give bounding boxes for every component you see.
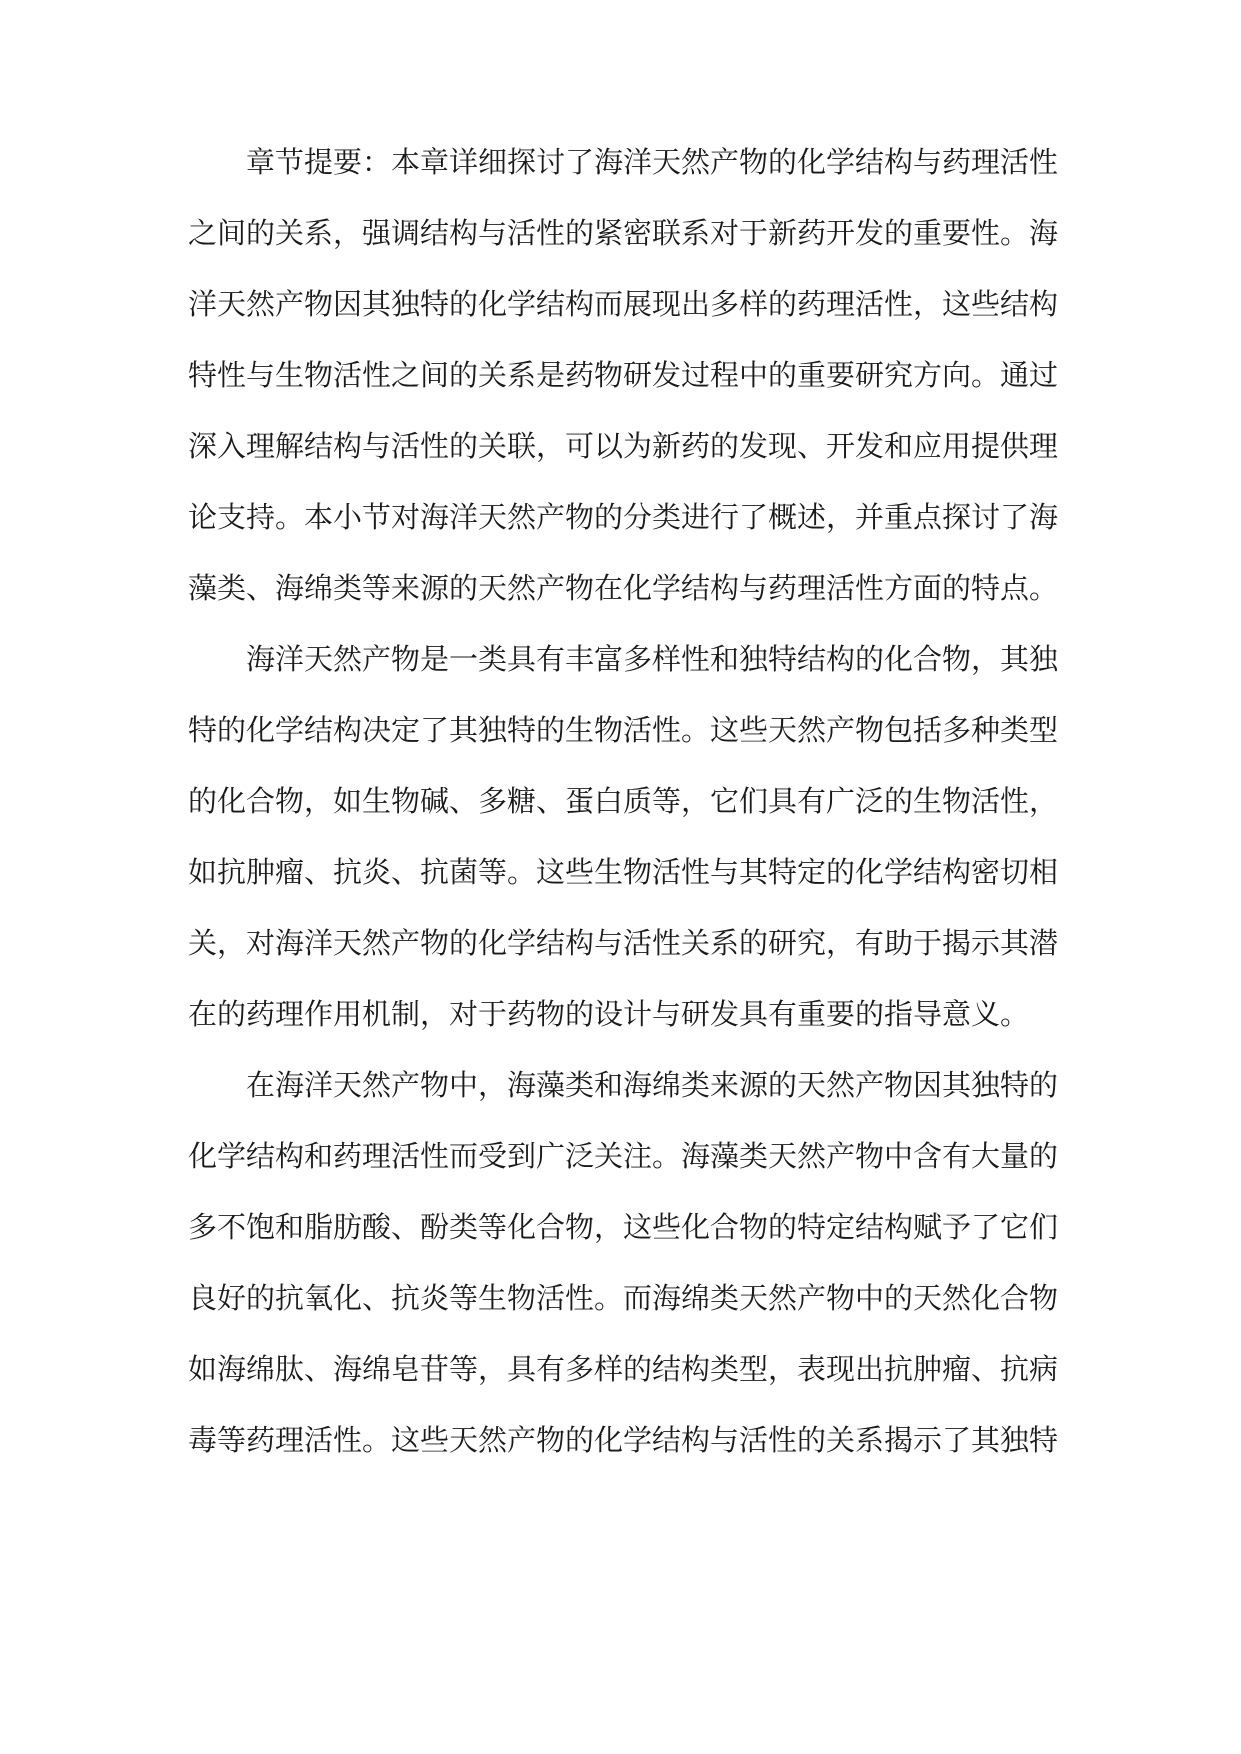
text-line: 毒等药理活性。这些天然产物的化学结构与活性的关系揭示了其独特 xyxy=(188,1423,1059,1457)
text-line: 深入理解结构与活性的关联，可以为新药的发现、开发和应用提供理 xyxy=(188,429,1059,463)
text-line: 特的化学结构决定了其独特的生物活性。这些天然产物包括多种类型 xyxy=(188,713,1059,747)
text-line: 论支持。本小节对海洋天然产物的分类进行了概述，并重点探讨了海 xyxy=(188,500,1059,534)
text-line: 良好的抗氧化、抗炎等生物活性。而海绵类天然产物中的天然化合物 xyxy=(188,1281,1059,1315)
text-line: 特性与生物活性之间的关系是药物研发过程中的重要研究方向。通过 xyxy=(188,358,1059,392)
text-line: 在海洋天然产物中，海藻类和海绵类来源的天然产物因其独特的 xyxy=(246,1068,1059,1102)
text-line: 关，对海洋天然产物的化学结构与活性关系的研究，有助于揭示其潜 xyxy=(188,926,1059,960)
text-line: 章节提要：本章详细探讨了海洋天然产物的化学结构与药理活性 xyxy=(246,145,1059,179)
text-line: 之间的关系，强调结构与活性的紧密联系对于新药开发的重要性。海 xyxy=(188,216,1059,250)
text-line: 洋天然产物因其独特的化学结构而展现出多样的药理活性，这些结构 xyxy=(188,287,1059,321)
text-line: 海洋天然产物是一类具有丰富多样性和独特结构的化合物，其独 xyxy=(246,642,1059,676)
text-line: 多不饱和脂肪酸、酚类等化合物，这些化合物的特定结构赋予了它们 xyxy=(188,1210,1059,1244)
text-line: 如海绵肽、海绵皂苷等，具有多样的结构类型，表现出抗肿瘤、抗病 xyxy=(188,1352,1059,1386)
text-line: 化学结构和药理活性而受到广泛关注。海藻类天然产物中含有大量的 xyxy=(188,1139,1059,1173)
text-line: 如抗肿瘤、抗炎、抗菌等。这些生物活性与其特定的化学结构密切相 xyxy=(188,855,1059,889)
text-line: 藻类、海绵类等来源的天然产物在化学结构与药理活性方面的特点。 xyxy=(188,571,1059,605)
text-line: 在的药理作用机制，对于药物的设计与研发具有重要的指导意义。 xyxy=(188,997,1030,1031)
text-line: 的化合物，如生物碱、多糖、蛋白质等，它们具有广泛的生物活性， xyxy=(188,784,1059,818)
